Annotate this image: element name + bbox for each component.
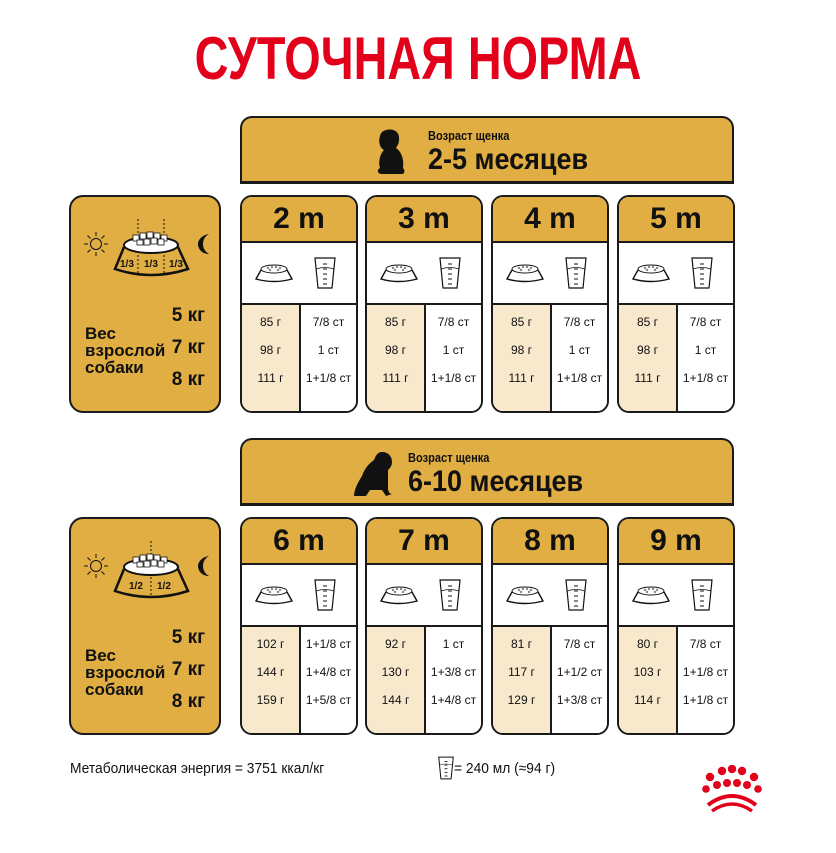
grams-column <box>242 305 301 411</box>
metabolic-energy-note: Метаболическая энергия = 3751 ккал/кг <box>70 760 325 777</box>
cups-column <box>426 627 481 733</box>
cups-value: 1 ст <box>317 343 340 357</box>
grams-value: 144 г <box>256 665 285 679</box>
cups-column <box>552 305 607 411</box>
grams-value: 144 г <box>381 693 410 707</box>
grams-value: 80 г <box>636 637 659 651</box>
month-card-7m <box>365 517 483 735</box>
grams-value: 85 г <box>510 315 533 329</box>
measuring-cup-icon <box>565 257 587 289</box>
month-card-4m <box>491 195 609 413</box>
weight-7kg: 7 кг <box>171 659 205 680</box>
cups-value: 7/8 ст <box>312 315 345 329</box>
grams-column <box>367 305 426 411</box>
weight-label-line: Вес <box>85 324 116 343</box>
weight-label-line: взрослой <box>85 663 166 682</box>
month-card-3m <box>365 195 483 413</box>
food-bowl-icon <box>379 263 419 283</box>
moon-icon <box>197 555 213 577</box>
grams-column <box>242 627 301 733</box>
age-label: Возраст щенка <box>428 128 510 143</box>
food-bowl-icon <box>111 541 193 601</box>
weight-label-line: собаки <box>85 680 144 699</box>
food-bowl-icon <box>254 585 294 605</box>
cups-value: 1+1/8 ст <box>556 371 603 385</box>
measuring-cup-icon <box>438 755 454 781</box>
cups-column <box>552 627 607 733</box>
age-band-6-10 <box>240 438 734 506</box>
measuring-cup-icon <box>439 257 461 289</box>
cups-value: 1 ст <box>694 343 717 357</box>
cups-value: 1+1/8 ст <box>682 665 729 679</box>
weight-8kg: 8 кг <box>171 691 205 712</box>
icon-row <box>493 243 607 305</box>
age-label: Возраст щенка <box>408 450 490 465</box>
icon-row <box>619 243 733 305</box>
grams-value: 98 г <box>259 343 282 357</box>
weight-5kg: 5 кг <box>171 627 205 648</box>
cups-value: 7/8 ст <box>689 315 722 329</box>
cups-column <box>301 305 356 411</box>
food-bowl-icon <box>505 263 545 283</box>
feeding-schedule-panel-1 <box>69 195 221 413</box>
adult-weight-label <box>85 325 165 376</box>
sun-icon <box>83 231 109 257</box>
cups-column <box>678 627 733 733</box>
measuring-cup-icon <box>439 579 461 611</box>
icon-row <box>367 565 481 627</box>
weight-5kg: 5 кг <box>171 305 205 326</box>
cups-column <box>678 305 733 411</box>
month-card-9m <box>617 517 735 735</box>
grams-value: 111 г <box>508 371 535 385</box>
cups-column <box>426 305 481 411</box>
grams-column <box>619 305 678 411</box>
cups-value: 1+3/8 ст <box>430 665 477 679</box>
age-band-2-5 <box>240 116 734 184</box>
grams-column <box>493 305 552 411</box>
cup-equivalent-note: = 240 мл (≈94 г) <box>454 760 556 777</box>
grams-value: 129 г <box>507 693 536 707</box>
food-bowl-icon <box>631 263 671 283</box>
measuring-cup-icon <box>691 257 713 289</box>
weight-8kg: 8 кг <box>171 369 205 390</box>
age-range: 2-5 месяцев <box>428 143 589 176</box>
icon-row <box>367 243 481 305</box>
grams-value: 98 г <box>636 343 659 357</box>
food-bowl-icon <box>379 585 419 605</box>
grams-value: 81 г <box>510 637 533 651</box>
month-card-8m <box>491 517 609 735</box>
sun-icon <box>83 553 109 579</box>
grams-value: 111 г <box>382 371 409 385</box>
measuring-cup-icon <box>314 257 336 289</box>
month-card-5m <box>617 195 735 413</box>
month-label: 3 m <box>367 197 481 243</box>
cups-value: 7/8 ст <box>437 315 470 329</box>
cups-value: 1 ст <box>442 343 465 357</box>
cups-value: 1+1/8 ст <box>682 693 729 707</box>
grams-value: 92 г <box>384 637 407 651</box>
food-bowl-icon <box>505 585 545 605</box>
grams-value: 111 г <box>634 371 661 385</box>
fraction-2: 1/3 <box>144 259 158 270</box>
grams-value: 98 г <box>510 343 533 357</box>
food-bowl-icon <box>111 219 193 279</box>
grams-column <box>619 627 678 733</box>
grams-value: 103 г <box>633 665 662 679</box>
grams-value: 117 г <box>508 665 535 679</box>
cups-value: 1+4/8 ст <box>305 665 352 679</box>
cups-value: 1 ст <box>568 343 591 357</box>
icon-row <box>619 565 733 627</box>
grams-column <box>493 627 552 733</box>
age-range: 6-10 месяцев <box>408 465 584 498</box>
weight-label-line: взрослой <box>85 341 166 360</box>
icon-row <box>493 565 607 627</box>
adult-weight-label <box>85 647 165 698</box>
page-title: СУТОЧНАЯ НОРМА <box>194 25 642 92</box>
grams-value: 85 г <box>259 315 282 329</box>
month-label: 6 m <box>242 519 356 565</box>
icon-row <box>242 565 356 627</box>
fraction-3: 1/3 <box>169 259 183 270</box>
moon-icon <box>197 233 213 255</box>
cups-value: 1+5/8 ст <box>305 693 352 707</box>
cups-value: 7/8 ст <box>563 637 596 651</box>
measuring-cup-icon <box>691 579 713 611</box>
month-label: 9 m <box>619 519 733 565</box>
weight-label-line: Вес <box>85 646 116 665</box>
month-card-2m <box>240 195 358 413</box>
grams-value: 102 г <box>256 637 285 651</box>
grams-value: 85 г <box>636 315 659 329</box>
fraction-2: 1/2 <box>157 581 171 592</box>
puppy-silhouette-icon <box>352 450 396 498</box>
cups-value: 7/8 ст <box>563 315 596 329</box>
grams-value: 98 г <box>384 343 407 357</box>
weight-label-line: собаки <box>85 358 144 377</box>
weight-7kg: 7 кг <box>171 337 205 358</box>
month-label: 8 m <box>493 519 607 565</box>
grams-value: 114 г <box>634 693 661 707</box>
icon-row <box>242 243 356 305</box>
cups-value: 1+4/8 ст <box>430 693 477 707</box>
cups-column <box>301 627 356 733</box>
cups-value: 1+1/2 ст <box>556 665 603 679</box>
cups-value: 1+3/8 ст <box>556 693 603 707</box>
cups-value: 1+1/8 ст <box>682 371 729 385</box>
royal-canin-crown-logo <box>700 765 764 815</box>
food-bowl-icon <box>254 263 294 283</box>
grams-column <box>367 627 426 733</box>
puppy-silhouette-icon <box>372 128 408 176</box>
grams-value: 159 г <box>256 693 285 707</box>
food-bowl-icon <box>631 585 671 605</box>
measuring-cup-icon <box>314 579 336 611</box>
month-label: 7 m <box>367 519 481 565</box>
cups-value: 1+1/8 ст <box>305 637 352 651</box>
month-label: 5 m <box>619 197 733 243</box>
measuring-cup-icon <box>565 579 587 611</box>
cups-value: 1 ст <box>442 637 465 651</box>
month-card-6m <box>240 517 358 735</box>
feeding-schedule-panel-2 <box>69 517 221 735</box>
grams-value: 85 г <box>384 315 407 329</box>
cups-value: 1+1/8 ст <box>430 371 477 385</box>
cups-value: 7/8 ст <box>689 637 722 651</box>
fraction-1: 1/2 <box>129 581 143 592</box>
grams-value: 130 г <box>381 665 410 679</box>
grams-value: 111 г <box>257 371 284 385</box>
month-label: 4 m <box>493 197 607 243</box>
fraction-1: 1/3 <box>120 259 134 270</box>
cups-value: 1+1/8 ст <box>305 371 352 385</box>
month-label: 2 m <box>242 197 356 243</box>
